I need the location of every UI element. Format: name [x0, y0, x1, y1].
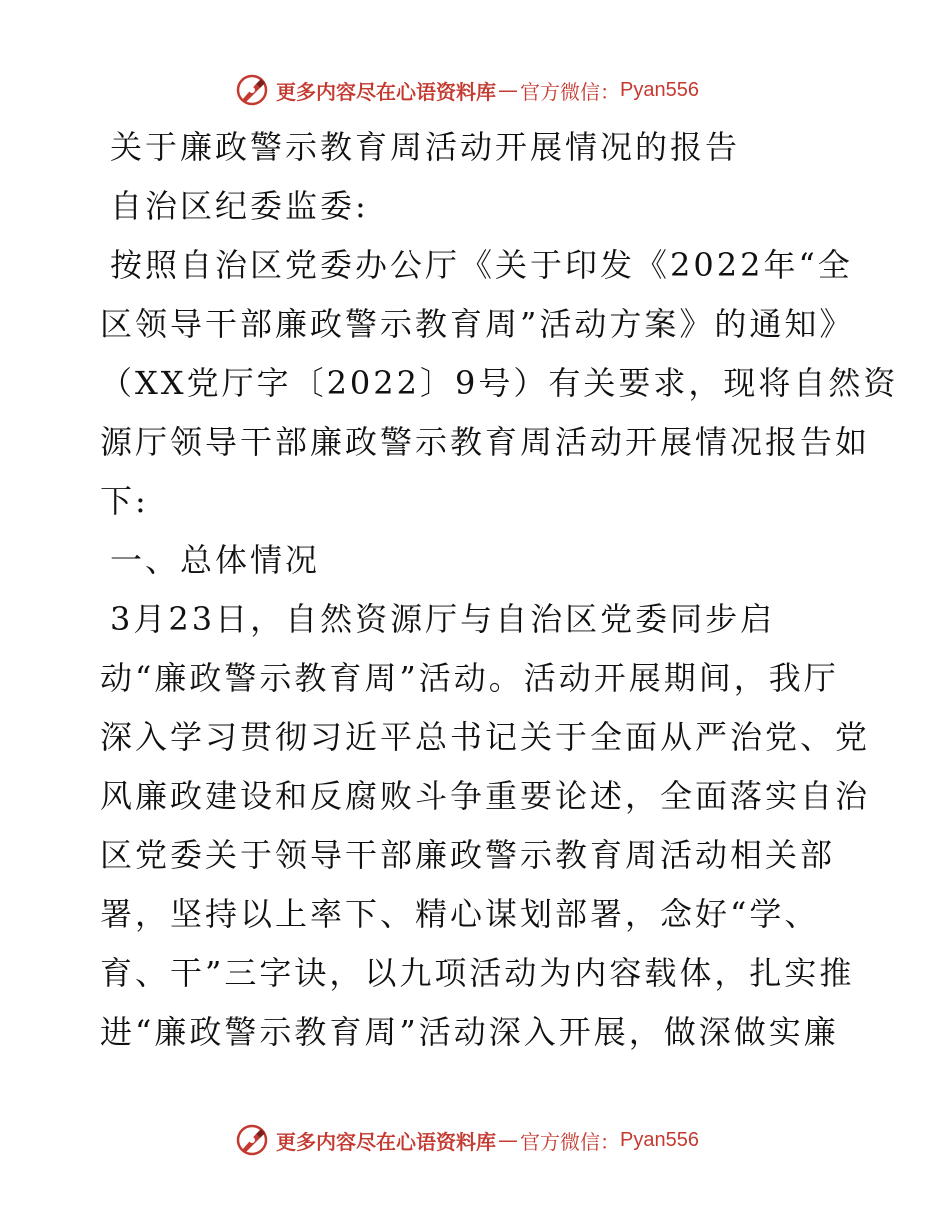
- paragraph-line: 下:: [100, 482, 149, 520]
- document-title: 关于廉政警示教育周活动开展情况的报告: [110, 128, 741, 166]
- watermark-handle: Pyan556: [620, 78, 699, 101]
- watermark-wechat-label: 官方微信：: [520, 1129, 620, 1154]
- paragraph-line: 深入学习贯彻习近平总书记关于全面从严治党、党: [100, 718, 871, 756]
- watermark-wechat-label: 官方微信：: [520, 79, 620, 104]
- paragraph-line: 进“廉政警示教育周”活动深入开展，做深做实廉: [100, 1013, 839, 1051]
- pen-logo-icon: [234, 1122, 270, 1158]
- watermark-separator: —: [498, 1128, 518, 1152]
- section1-paragraph: [100, 590, 871, 1062]
- paragraph-line: 动“廉政警示教育周”活动。活动开展期间，我厅: [100, 659, 839, 697]
- pen-logo-icon: [234, 72, 270, 108]
- paragraph-line: 3月23日，自然资源厅与自治区党委同步启: [110, 600, 776, 638]
- watermark-brand: 更多内容尽在心语资料库: [276, 1129, 496, 1154]
- paragraph-line: 区党委关于领导干部廉政警示教育周活动相关部: [100, 836, 836, 874]
- document-body: [100, 118, 899, 1062]
- intro-paragraph: [100, 236, 899, 531]
- paragraph-line: 育、干”三字诀，以九项活动为内容载体，扎实推: [100, 954, 855, 992]
- paragraph-line: （XX党厅字〔2022〕9号）有关要求，现将自然资: [100, 364, 899, 402]
- paragraph-line: 区领导干部廉政警示教育周”活动方案》的通知》: [100, 305, 855, 343]
- header-watermark: [234, 70, 699, 110]
- watermark-separator: —: [498, 78, 518, 102]
- watermark-brand: 更多内容尽在心语资料库: [276, 79, 496, 104]
- paragraph-line: 风廉政建设和反腐败斗争重要论述，全面落实自治: [100, 777, 871, 815]
- recipient-line: 自治区纪委监委:: [110, 187, 369, 225]
- paragraph-line: 署，坚持以上率下、精心谋划部署，念好“学、: [100, 895, 820, 933]
- footer-watermark: [234, 1120, 699, 1160]
- section-heading: 一、总体情况: [110, 541, 321, 579]
- watermark-handle: Pyan556: [620, 1128, 699, 1151]
- paragraph-line: 按照自治区党委办公厅《关于印发《2022年“全: [110, 246, 853, 284]
- paragraph-line: 源厅领导干部廉政警示教育周活动开展情况报告如: [100, 423, 871, 461]
